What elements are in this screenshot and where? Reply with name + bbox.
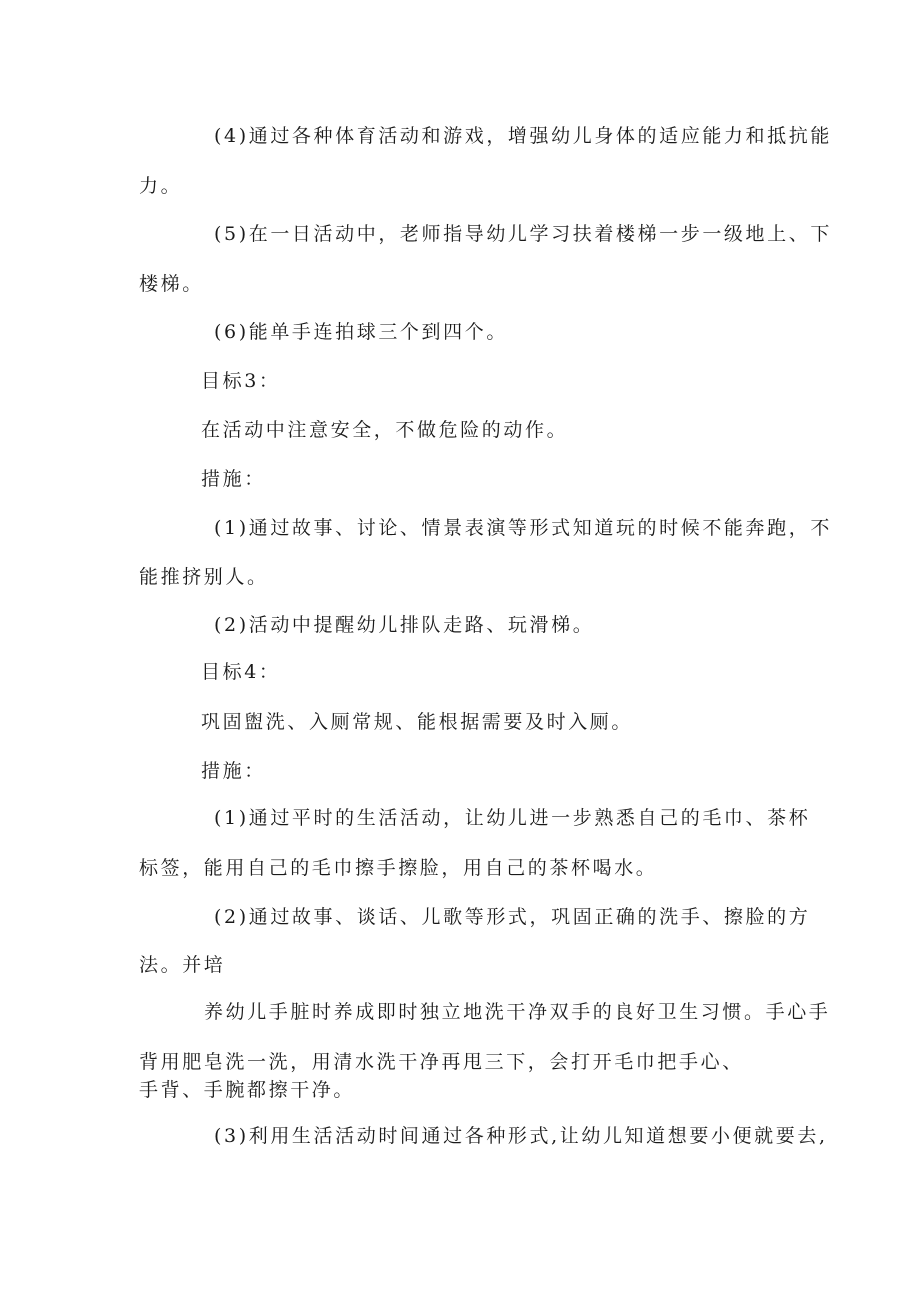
text-line: 巩固盥洗、入厕常规、能根据需要及时入厕。 — [201, 711, 634, 733]
text-line: (5)在一日活动中，老师指导幼儿学习扶着楼梯一步一级地上、下 — [214, 223, 832, 245]
text-line: 标签，能用自己的毛巾擦手擦脸，用自己的茶杯喝水。 — [139, 857, 658, 879]
text-line: 养幼儿手脏时养成即时独立地洗干净双手的良好卫生习惯。手心手 — [204, 1001, 831, 1023]
text-line: 能推挤别人。 — [139, 566, 269, 588]
section-label: 措施： — [201, 760, 266, 782]
section-label: 措施： — [201, 468, 266, 490]
text-line: 手背、手腕都擦干净。 — [139, 1079, 356, 1101]
text-line: (1)通过故事、讨论、情景表演等形式知道玩的时候不能奔跑，不 — [214, 517, 832, 539]
text-line: (6)能单手连拍球三个到四个。 — [214, 321, 508, 343]
section-heading: 目标3： — [201, 370, 281, 392]
text-line: (3)利用生活活动时间通过各种形式,让幼儿知道想要小便就要去, — [214, 1125, 828, 1147]
text-line: (2)通过故事、谈话、儿歌等形式，巩固正确的洗手、擦脸的方 — [214, 906, 811, 928]
text-line: 法。并培 — [139, 954, 226, 976]
text-line: 楼梯。 — [139, 273, 204, 295]
text-line: 背用肥皂洗一洗，用清水洗干净再甩三下，会打开毛巾把手心、 — [139, 1051, 744, 1073]
section-heading: 目标4： — [201, 661, 281, 683]
text-line: (1)通过平时的生活活动，让幼儿进一步熟悉自己的毛巾、茶杯 — [214, 807, 811, 829]
text-line: 力。 — [139, 175, 183, 197]
text-line: (2)活动中提醒幼儿排队走路、玩滑梯。 — [214, 614, 595, 636]
text-line: 在活动中注意安全，不做危险的动作。 — [201, 419, 569, 441]
text-line: (4)通过各种体育活动和游戏，增强幼儿身体的适应能力和抵抗能 — [214, 125, 832, 147]
